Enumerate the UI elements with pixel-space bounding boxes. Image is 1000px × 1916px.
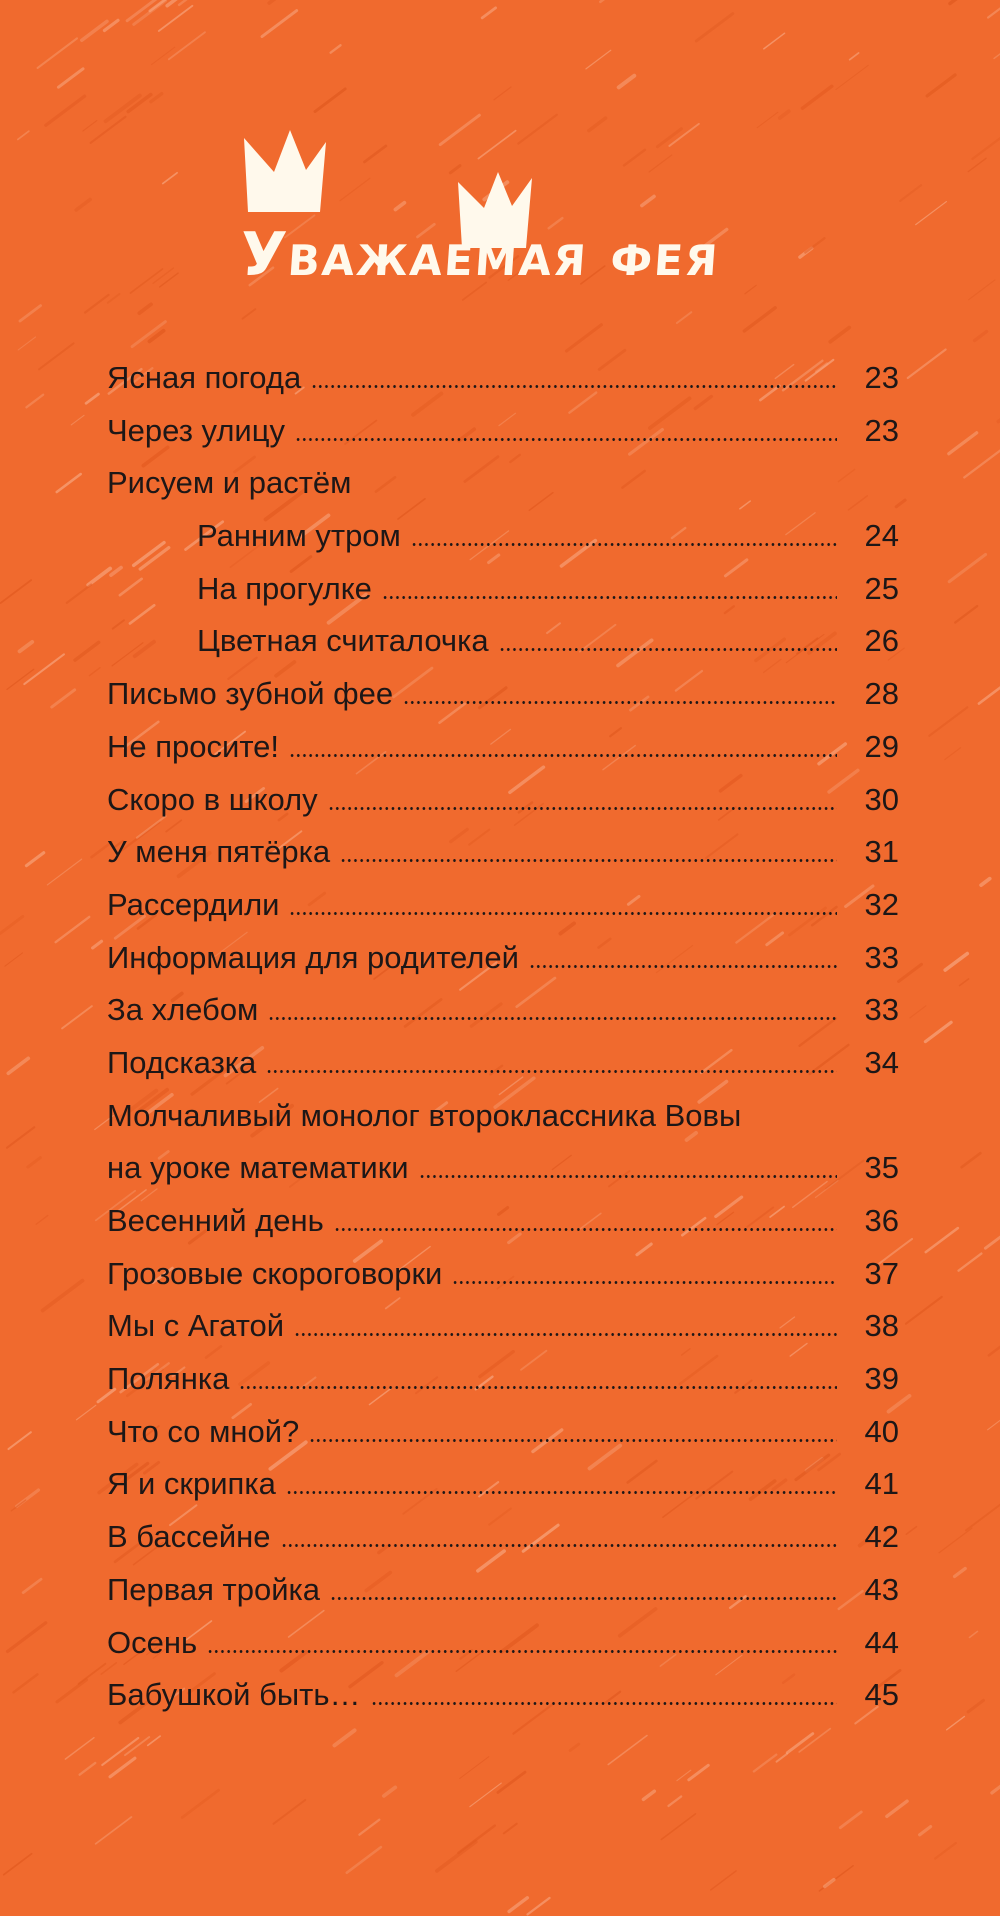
toc-entry-title: Подсказка (107, 1044, 257, 1080)
toc-entry (107, 352, 899, 405)
toc-entry-page: 40 (864, 1413, 899, 1449)
toc-entry (107, 563, 899, 616)
dot-leader (289, 912, 837, 915)
toc-entry-page: 33 (864, 939, 899, 975)
toc-entry (107, 1090, 899, 1143)
dot-leader (371, 1702, 838, 1705)
dot-leader (266, 1070, 837, 1073)
dot-leader (499, 648, 837, 651)
toc-entry-title: Рассердили (107, 886, 280, 922)
toc-entry (107, 1248, 899, 1301)
dot-leader (328, 807, 837, 810)
toc-entry-title: Молчаливый монолог второклассника Вовы (107, 1097, 742, 1133)
toc-entry (107, 405, 899, 458)
toc-entry-title: Рисуем и растём (107, 465, 352, 501)
toc-entry (107, 1300, 899, 1353)
toc-entry-title: Осень (107, 1624, 198, 1660)
toc-entry-title: Что со мной? (107, 1413, 300, 1449)
dot-leader (286, 1491, 837, 1494)
toc-entry-page: 26 (864, 623, 899, 659)
dot-leader (382, 596, 837, 599)
dot-leader (330, 1597, 837, 1600)
toc-entry (107, 1564, 899, 1617)
toc-entry-page: 42 (864, 1519, 899, 1555)
dot-leader (207, 1650, 837, 1653)
toc-entry-title: Бабушкой быть… (107, 1677, 361, 1713)
dot-leader (340, 859, 837, 862)
toc-entry-title: Через улицу (107, 412, 286, 448)
toc-entry-page: 24 (864, 518, 899, 554)
table-of-contents (107, 352, 899, 1722)
toc-entry (107, 879, 899, 932)
toc-entry-title: Я и скрипка (107, 1466, 276, 1502)
dot-leader (311, 385, 837, 388)
toc-entry-page: 34 (864, 1044, 899, 1080)
toc-entry-page: 31 (864, 834, 899, 870)
dot-leader (403, 701, 837, 704)
toc-entry-page: 30 (864, 781, 899, 817)
dot-leader (452, 1281, 837, 1284)
toc-entry-page: 32 (864, 886, 899, 922)
toc-entry-page: 37 (864, 1255, 899, 1291)
page-title: Уважаемая фея (237, 220, 723, 290)
dot-leader (419, 1175, 837, 1178)
toc-entry-title: Весенний день (107, 1203, 324, 1238)
toc-entry (107, 1142, 899, 1195)
toc-entry (107, 1195, 899, 1248)
toc-entry-title: Не просите! (107, 728, 280, 764)
toc-entry (107, 615, 899, 668)
dot-leader (529, 965, 837, 968)
toc-entry-page: 45 (864, 1677, 899, 1713)
dot-leader (239, 1386, 837, 1389)
toc-entry (107, 1617, 899, 1670)
toc-entry (107, 1511, 899, 1564)
toc-entry-page: 39 (864, 1361, 899, 1397)
toc-entry (107, 774, 899, 827)
toc-entry-page: 35 (864, 1150, 899, 1186)
toc-entry-page: 23 (864, 360, 899, 395)
toc-entry-title: Полянка (107, 1361, 230, 1397)
toc-entry (107, 984, 899, 1037)
toc-entry (107, 932, 899, 985)
toc-entry-page: 29 (864, 728, 899, 764)
toc-entry-title: Ранним утром (197, 518, 401, 554)
toc-entry (107, 668, 899, 721)
toc-entry-title: Письмо зубной фее (107, 676, 394, 712)
dot-leader (295, 438, 837, 441)
toc-entry (107, 457, 899, 510)
toc-entry (107, 721, 899, 774)
toc-entry-page: 23 (864, 412, 899, 448)
dot-leader (294, 1333, 837, 1336)
toc-entry (107, 1458, 899, 1511)
dot-leader (411, 543, 837, 546)
toc-entry-page: 28 (864, 676, 899, 712)
toc-entry (107, 1669, 899, 1722)
toc-entry (107, 510, 899, 563)
dot-leader (281, 1544, 838, 1547)
dot-leader (334, 1228, 837, 1231)
toc-entry (107, 1406, 899, 1459)
toc-entry-title: Информация для родителей (107, 939, 519, 975)
toc-entry-title: Цветная считалочка (197, 623, 489, 659)
toc-entry-page: 41 (864, 1466, 899, 1502)
toc-entry-title: на уроке математики (107, 1150, 409, 1186)
dot-leader (289, 754, 837, 757)
toc-entry-page: 36 (864, 1203, 899, 1238)
toc-entry-title: У меня пятёрка (107, 834, 331, 870)
toc-entry-page: 44 (864, 1624, 899, 1660)
toc-entry-page: 33 (864, 992, 899, 1028)
toc-entry (107, 1037, 899, 1090)
toc-entry-title: На прогулке (197, 570, 372, 606)
dot-leader (268, 1017, 837, 1020)
dot-leader (309, 1439, 837, 1442)
crown-icon (244, 130, 326, 212)
toc-entry (107, 1353, 899, 1406)
toc-entry-title: За хлебом (107, 992, 259, 1028)
toc-entry-title: Скоро в школу (107, 781, 318, 817)
toc-entry (107, 826, 899, 879)
toc-entry-title: Ясная погода (107, 360, 302, 395)
toc-entry-page: 38 (864, 1308, 899, 1344)
toc-entry-title: Грозовые скороговорки (107, 1255, 443, 1291)
toc-entry-title: Мы с Агатой (107, 1308, 285, 1344)
toc-entry-page: 25 (864, 570, 899, 606)
toc-entry-title: В бассейне (107, 1519, 271, 1555)
toc-entry-title: Первая тройка (107, 1571, 321, 1607)
toc-entry-page: 43 (864, 1571, 899, 1607)
